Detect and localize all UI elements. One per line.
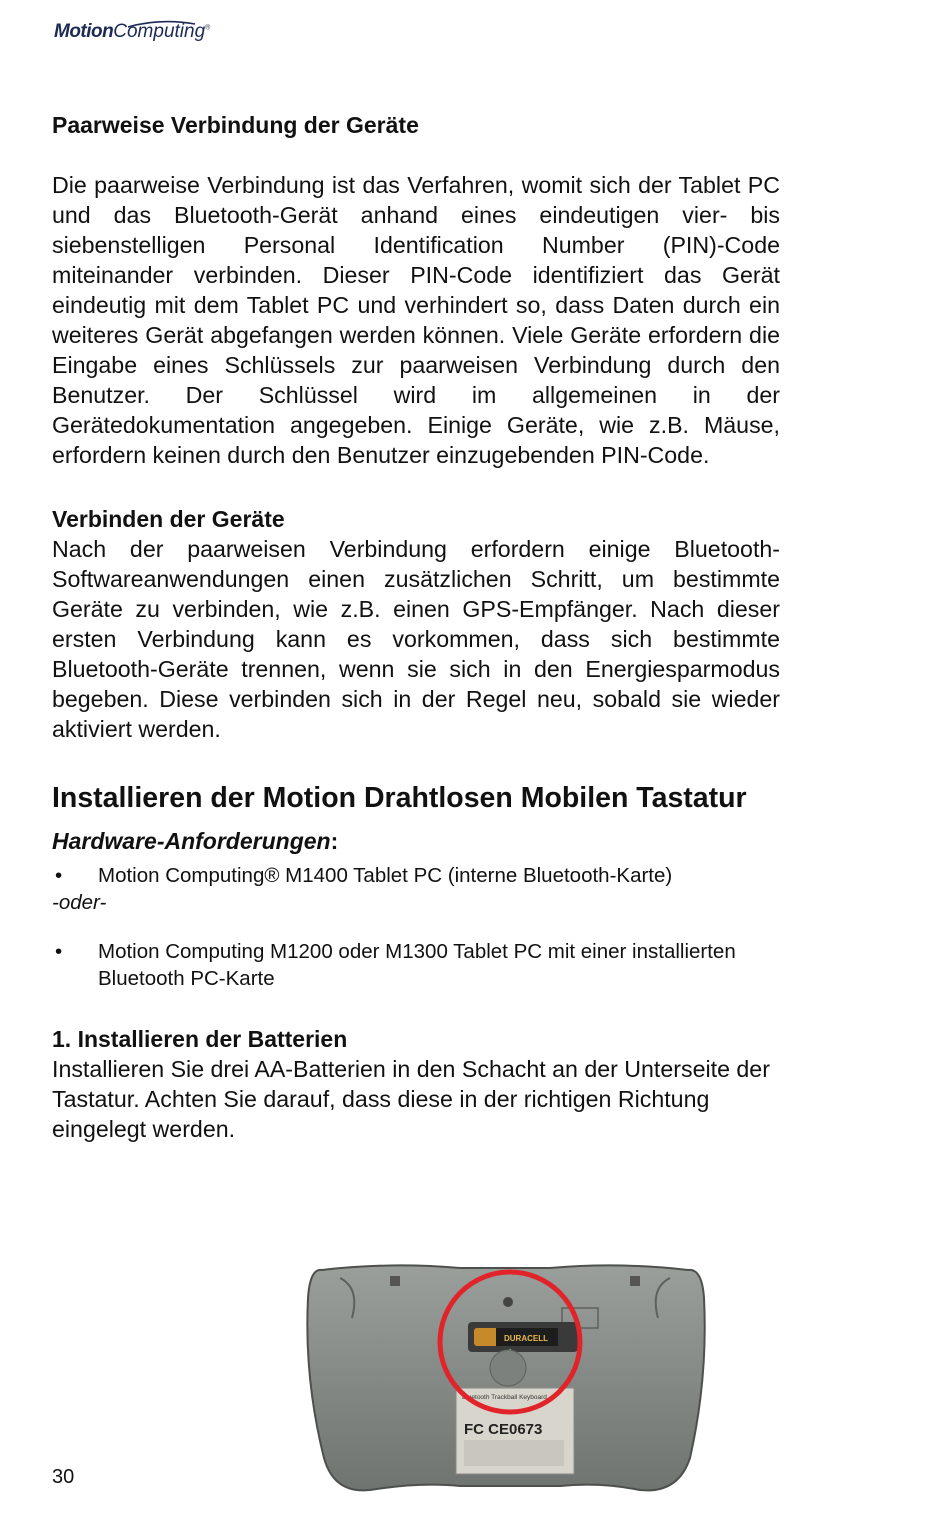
hardware-requirements-heading (52, 826, 780, 856)
logo-registered-mark: ® (205, 24, 211, 32)
step1-title: 1. Installieren der Batterien (52, 1026, 348, 1052)
section-body-pairing: Die paarweise Verbindung ist das Verfahren, womit sich der Tablet PC und das Bluetooth-Gerät anhand eines eindeutigen vier- bis siebenstelligen Personal Identification Number (PIN)-Code miteinander verbinden. Dieser PIN-Code identifiziert das Gerät eindeutig mit dem Tablet PC und verhindert so, dass Daten durch ein weiteres Gerät abgefangen werden können. Viele Geräte erfordern die Eingabe eines Schlüssels zur paarweisen Verbindung durch den Benutzer. Der Schlüssel wird im allgemeinen in der Gerätedokumentation angegeben. Einige Geräte, wie z.B. Mäuse, erfordern keinen durch den Benutzer einzugebenden PIN-Code. (52, 172, 780, 468)
motion-computing-logo (50, 18, 240, 50)
sticker-marks: FC CE0673 (464, 1421, 543, 1438)
logo-text-italic: Computing (113, 21, 206, 42)
list-item-text: Motion Computing® M1400 Tablet PC (interne Bluetooth-Karte) (98, 864, 673, 887)
hardware-requirements-colon: : (330, 828, 339, 854)
section-title-connect: Verbinden der Geräte (52, 506, 285, 532)
section-title-install: Installieren der Motion Drahtlosen Mobilen Tastatur (52, 782, 747, 814)
list-item (52, 938, 780, 992)
section-title-pairing: Paarweise Verbindung der Geräte (52, 112, 419, 138)
step1-body: Installieren Sie drei AA-Batterien in den Schacht an der Unterseite der Tastatur. Achten Sie darauf, dass diese in der richtigen Richtung eingelegt werden. (52, 1056, 770, 1142)
bullet-dot: • (55, 940, 63, 963)
sticker-title: Bluetooth Trackball Keyboard (462, 1394, 547, 1401)
logo-text-bold: Motion (54, 21, 114, 42)
keyboard-underside-photo (300, 1258, 712, 1498)
list-item (52, 862, 780, 889)
hardware-requirements-label: Hardware-Anforderungen (52, 828, 331, 854)
list-item-text: Motion Computing M1200 oder M1300 Tablet PC mit einer installierten Bluetooth PC-Karte (98, 940, 736, 990)
bullet-dot: • (55, 864, 63, 887)
battery-label: DURACELL (504, 1334, 548, 1343)
or-separator: -oder- (52, 891, 107, 914)
page-number: 30 (52, 1466, 75, 1488)
page-content (52, 110, 780, 1144)
section-body-connect: Nach der paarweisen Verbindung erfordern einige Bluetooth-Softwareanwendungen einen zusätzlichen Schritt, um bestimmte Geräte zu verbinden, wie z.B. einen GPS-Empfänger. Nach dieser ersten Verbindung kann es vorkommen, dass sich bestimmte Bluetooth-Geräte trennen, wenn sie sich in den Energiesparmodus begeben. Diese verbinden sich in der Regel neu, sobald sie wieder aktiviert werden. (52, 536, 780, 742)
